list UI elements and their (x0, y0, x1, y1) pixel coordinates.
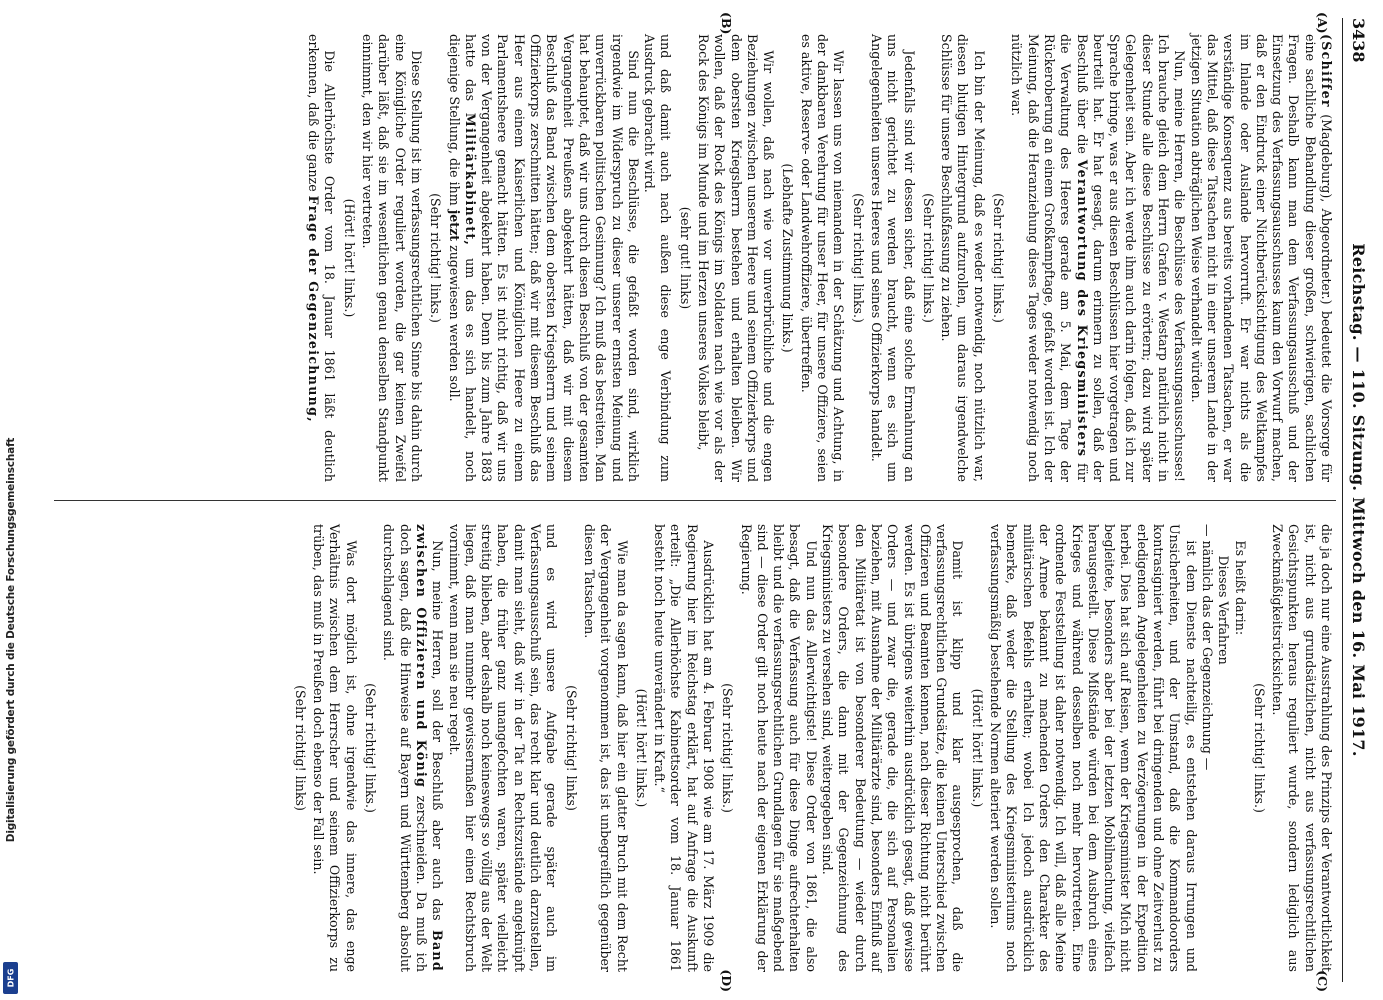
paragraph: Es heißt darin: (1232, 540, 1248, 636)
emphasis: Verantwortung des Kriegsministers (1074, 159, 1090, 458)
speaker-place: (Magdeburg), Abgeordneter.) (1318, 114, 1334, 305)
emphasis: Militärkabinett, (462, 112, 478, 247)
interjection: (Sehr richtig! links.) (362, 683, 378, 813)
interjection: (Sehr richtig! links) (563, 685, 579, 811)
paragraph: Die Allerhöchste Order vom 18. Januar 1861 läßt deutlich erkennen, daß die ganze Frage der Gegenzeichnung, (305, 34, 337, 482)
credit-text: Digitalisierung gefördert durch die Deutsche Forschungsgemeinschaft (5, 437, 17, 843)
emphasis: jetzt (446, 209, 462, 242)
paragraph: Ausdrücklich hat am 4. Februar 1908 wie am 17. März 1909 die Regierung hier im Reichstag erklärt, hat auf Anfrage die Auskunft erteilt: „Die Allerhöchste Kabinettsorder vom 18. Januar 1861 besteht noch heute unverändert in Kraft.“ (651, 524, 716, 972)
page-number: 3438 (1348, 18, 1368, 63)
interjection: (Sehr richtig! links.) (1251, 683, 1267, 813)
paragraph: und es wird unsere Aufgabe gerade später auch im Verfassungsausschuß sein, das recht klar und deutlich darzustellen, damit man sieht, daß wir in der Tat an Rechtszustände angeknüpft haben, die früher ganz unangefochten waren, später vielleicht streitig blieben, aber deshalb noch keineswegs so völlig aus der Welt liegen, daß man nunmehr gewissermaßen hier einen Rechtsbruch vornimmt, wenn man sie neu regelt. (446, 524, 559, 972)
margin-marker-d: (D) (718, 969, 734, 992)
running-head: Reichstag. — 110. Sitzung. Mittwoch den 16. Mai 1917. (1348, 243, 1368, 757)
scanned-page-area (24, 0, 1383, 1000)
paragraph: die ja doch nur eine Ausstrahlung des Prinzips der Verantwortlichkeit ist, nicht aus grundsätzlichen, nicht aus verfassungsrechtlichen Gesichtspunkten heraus reguliert wurde, sondern lediglich aus Zweckmäßigkeitsrücksichten. (1269, 524, 1334, 972)
interjection: (Hört! hört! links.) (341, 198, 357, 318)
quote-line: — nämlich das der Gegenzeichnung — (1199, 524, 1215, 771)
emphasis: Frage der Gegenzeichnung, (305, 195, 321, 423)
paragraph: (Schiffer (Magdeburg), Abgeordneter.) bedeutet die Vorsorge für eine sachliche Behandlung dieser großen, schwierigen, sachlichen Fragen. Deshalb kann man dem Verfassungsausschuß und der Einsetzung des Verfassungsausschusses kaum den Vorwurf machen, daß er den Eindruck einer Nichtberücksichtigung des Weltkampfes im Inlande oder Auslande hervorruft. Er war nichts als die verständige Konsequenz aus bereits vorhandenen Tatsachen, er war das Mittel, daß diese Tatsachen nicht in einer unserem Lande in der jetzigen Situation abträglichen Weise verhandelt würden. (1188, 34, 1334, 482)
left-column (304, 34, 1333, 482)
interjection: (Hört! hört! links.) (633, 688, 649, 808)
right-column (288, 524, 1333, 972)
column-rule (54, 500, 1336, 501)
digitization-credit (0, 0, 22, 1000)
paragraph: Was dort möglich ist, ohne irgendwie das innere, das enge Verhältnis zwischen dem Herrscher und seinem Offizierkorps zu trüben, das muß in Preußen doch ebenso der Fall sein. (310, 524, 359, 972)
interjection: (Sehr richtig! links.) (850, 193, 866, 323)
interjection: (Hört! hört! links.) (969, 688, 985, 808)
page-header (1346, 18, 1368, 982)
paragraph: Nun, meine Herren, die Beschlüsse des Verfassungsausschusses! Ich brauche gleich dem Herrn Grafen v. Westarp natürlich nicht in dieser Stunde alle diese Beschlüsse zu erörtern; dazu wird später Gelegenheit sein. Aber ich werde ihm auch darin folgen, daß ich zur Sprache bringe, was er aus diesen Beschlüssen hier vorgetragen und beurteilt hat. Er hat gesagt, darum erinnern zu sollen, daß der Beschluß über die Verantwortung des Kriegsministers für die Verwaltung des Heeres gerade am 5. Mai, dem Tage der Rückeroberung an einem Großkampftage, gefaßt worden ist. Ich der Meinung, daß die Heranziehung dieses Tages weder notwendig noch nützlich war. (1008, 34, 1187, 482)
paragraph: Ich bin der Meinung, daß es weder notwendig, noch nützlich war, diesen blutigen Hintergrund aufzurollen, um daraus irgendwelche Schlüsse für unsere Beschlußfassung zu ziehen. (938, 34, 987, 482)
interjection: (Sehr richtig! links.) (990, 193, 1006, 323)
header-rule (1342, 18, 1343, 982)
margin-marker-a: (A) (1314, 12, 1330, 34)
paragraph: Sind nun die Beschlüsse, die gefaßt worden sind, wirklich irgendwie im Widerspruch zu dieser unserer ernsten Meinung und unverrückbaren politischen Gesinnung? Ich muß das bestreiten. Man hat behauptet, daß wir uns durch diesen Beschluß von der gesamten Vergangenheit Preußens abgekehrt hätten, daß wir mit diesem Beschluß das Band zwischen dem obersten Kriegsherrn und seinem Offizierkorps zerschnitten hätten; daß wir mit diesem Beschluß das Heer aus einem Kaiserlichen und Königlichen Heere zu einem Parlamentsheere gemacht hätten. Es ist nicht richtig, daß wir uns von der Vergangenheit abgekehrt haben. Denn bis zum Jahre 1883 hatte das Militärkabinett, um das es sich handelt, noch diejenige Stellung, die ihm jetzt zugewiesen werden soll. (446, 34, 641, 482)
paragraph: Damit ist klipp und klar ausgesprochen, daß die verfassungsrechtlichen Grundsätze, die keinen Unterschied zwischen Offizieren und Beamten kennen, nach dieser Richtung nicht berührt werden. Es ist übrigens weiterhin ausdrücklich gesagt, daß gewisse Orders — und zwar die, gerade die, die sich auf Personalien beziehen, mit Ausnahme der Militärärzte sind, besonders Einfluß auf den Militäretat ist von besonderer Bedeutung — wieder durch besondere Orders, die dann mit der Gegenzeichnung des Kriegsministers zu versehen sind, weitergegeben sind. (819, 524, 965, 972)
interjection: (Sehr richtig! links.) (920, 193, 936, 323)
paragraph: Diese Stellung ist im verfassungsrechtlichen Sinne bis dahin durch eine Königliche Order reguliert worden, die gar keinen Zweifel darüber läßt, daß sie im wesentlichen genau denselben Standpunkt einnimmt, den wir hier vertreten. (359, 34, 424, 482)
interjection: (Sehr richtig! links.) (719, 683, 735, 813)
interjection: (Sehr richtig! links) (292, 685, 308, 811)
paragraph: Nun, meine Herren, soll der Beschluß aber auch das Band zwischen Offizieren und König zerschneiden. Da muß ich doch sagen, daß die Hinweise auf Bayern und Württemberg absolut durchschlagend sind. (380, 524, 445, 972)
quotation: ist dem Dienste nachteilig, es entstehen daraus Irrungen und Unsicherheiten, und der Umstand, daß die Kommandoorders kontrasigniert werden, führt bei dringenden und ohne Zeitverlust zu erledigenden Angelegenheiten zu Verzögerungen in der Expedition herbei. Dies hat sich auf Reisen, wenn der Kriegsminister Mich nicht begleitete, besonders aber bei der letzten Mobilmachung, vielfach herausgestellt. Diese Mißstände würden bei dem Ausbruch eines Krieges und während desselben noch mehr hervortreten. Eine ordnende Feststellung ist daher notwendig. Ich will, daß alle Meine der Armee bekannt zu machenden Orders den Charakter des militärischen Befehls erhalten; wobei Ich jedoch ausdrücklich bemerke, daß weder die Stellung des Kriegsministeriums noch verfassungsmäßig bestehende Normen alteriert werden sollen. (987, 524, 1199, 972)
interjection: (Sehr richtig! links.) (427, 193, 443, 323)
paragraph: Wir wollen, daß nach wie vor unverbrüchliche und die engen Beziehungen zwischen unserem Heere und seinem Offizierkorps und dem obersten Kriegsherrn bestehen und erhalten bleiben. Wir wollen, daß der Rock des Königs im Soldaten nach wie vor als der Rock des Königs im Munde und im Herzen unseres Volkes bleibt, (695, 34, 776, 482)
margin-marker-b: (B) (718, 12, 734, 35)
paragraph: Und nun das Allerwichtigste! Diese Order von 1861, die also besagt, daß die Verfassung auch für diese Dinge aufrechterhalten bleibt und die verfassungsrechtlichen Grundlagen für sie maßgebend sind — diese Order gilt noch heute nach der eigenen Erklärung der Regierung. (738, 524, 819, 972)
paragraph: Wir lassen uns von niemandem in der Schätzung und Achtung, in der dankbaren Verehrung für unser Heer, für unsere Offiziere, seien es aktive, Reserve- oder Landwehroffiziere, übertreffen. (798, 34, 846, 482)
emphasis: Band zwischen Offizieren und König (413, 524, 445, 972)
paragraph: Jedenfalls sind wir dessen sicher, daß eine solche Ermahnung an uns nicht gerichtet zu werden braucht, wenn es sich um Angelegenheiten unseres Heeres und seines Offizierkorps handelt. (868, 34, 917, 482)
interjection: (Lebhafte Zustimmung links.) (780, 163, 795, 353)
dfg-logo: DFG (3, 962, 18, 994)
paragraph: und daß damit auch nach außen diese enge Verbindung zum Ausdruck gebracht wird. (641, 34, 673, 482)
paragraph: Wie man da sagen kann, daß hier ein glatter Bruch mit dem Recht der Vergangenheit vorgenommen ist, das ist unbegreiflich gegenüber diesen Tatsachen. (581, 524, 630, 972)
interjection: (sehr gut! links) (677, 206, 693, 310)
rotated-page (34, 0, 1374, 1000)
speaker-name: (Schiffer (1318, 34, 1334, 108)
margin-marker-c: (C) (1314, 970, 1330, 992)
quote-line: Dieses Verfahren (1215, 555, 1231, 665)
